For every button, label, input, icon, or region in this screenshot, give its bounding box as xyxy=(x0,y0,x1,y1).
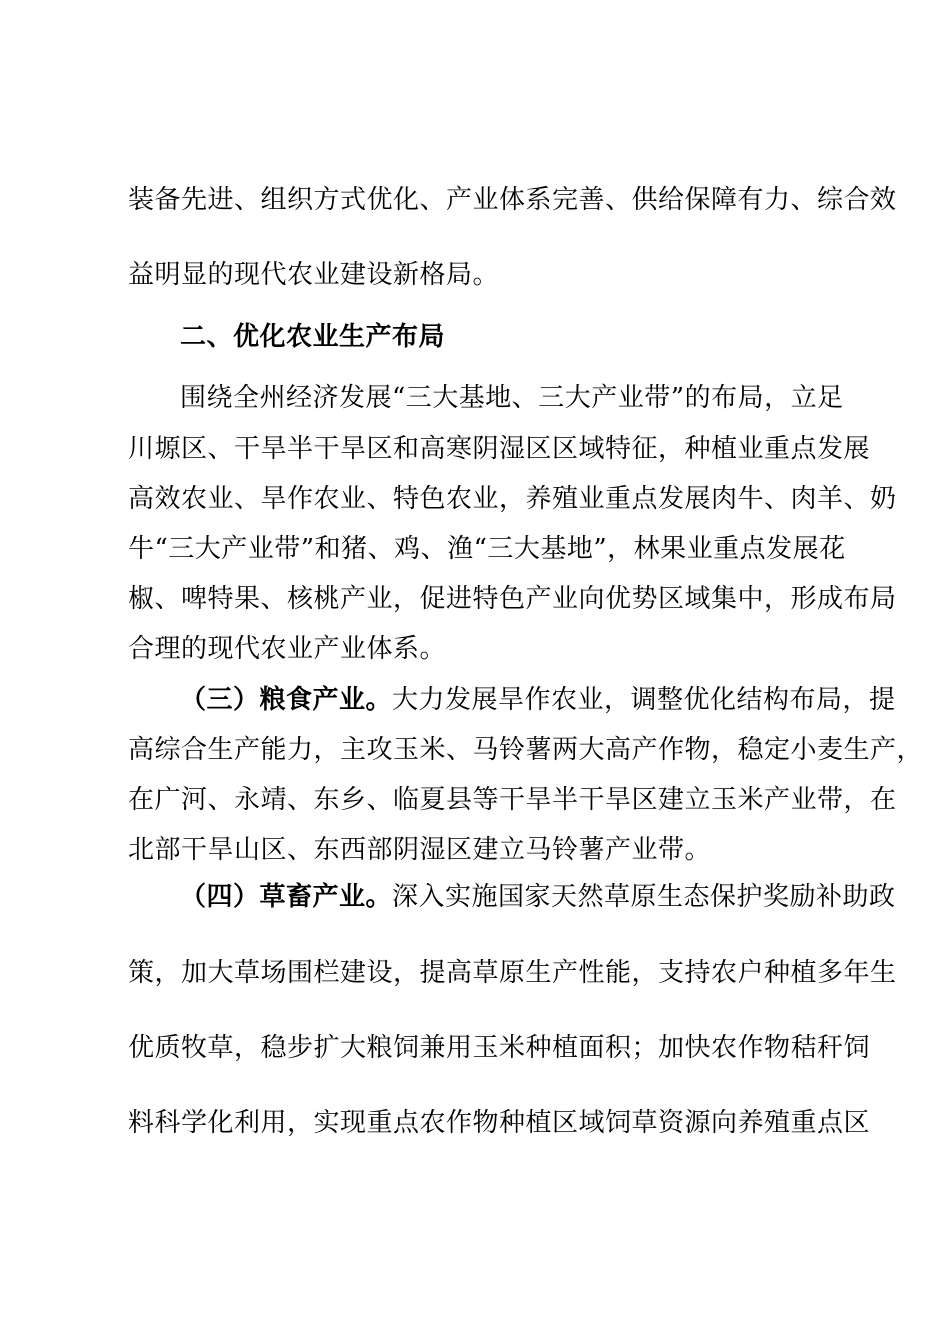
paragraph-line: 川塬区、干旱半干旱区和高寒阴湿区区域特征，种植业重点发展 xyxy=(128,434,871,464)
paragraph-line: 料科学化利用，实现重点农作物种植区域饲草资源向养殖重点区 xyxy=(128,1108,871,1138)
section-heading: 二、优化农业生产布局 xyxy=(180,322,446,352)
paragraph-line: 高综合生产能力，主攻玉米、马铃薯两大高产作物，稳定小麦生产， xyxy=(128,735,924,765)
subsection-lead: （三）粮食产业。 xyxy=(180,685,393,715)
subsection-lead: （四）草畜产业。 xyxy=(180,882,393,912)
paragraph-line: 策，加大草场围栏建设，提高草原生产性能，支持农户种植多年生 xyxy=(128,958,897,988)
paragraph-line: 北部干旱山区、东西部阴湿区建立马铃薯产业带。 xyxy=(128,835,712,865)
paragraph-line: 椒、啤特果、核桃产业，促进特色产业向优势区域集中，形成布局 xyxy=(128,584,897,614)
paragraph-line: 益明显的现代农业建设新格局。 xyxy=(128,260,500,290)
paragraph-line: 在广河、永靖、东乡、临夏县等干旱半干旱区建立玉米产业带，在 xyxy=(128,785,897,815)
paragraph-line: 优质牧草，稳步扩大粮饲兼用玉米种植面积；加快农作物秸秆饲 xyxy=(128,1033,871,1063)
paragraph-line: 围绕全州经济发展“三大基地、三大产业带”的布局，立足 xyxy=(180,383,844,413)
paragraph-line: 高效农业、旱作农业、特色农业，养殖业重点发展肉牛、肉羊、奶 xyxy=(128,484,897,514)
paragraph-line: 合理的现代农业产业体系。 xyxy=(128,634,447,664)
paragraph-text: 深入实施国家天然草原生态保护奖励补助政 xyxy=(392,882,896,912)
paragraph-text: 大力发展旱作农业，调整优化结构布局，提 xyxy=(392,685,896,715)
paragraph-line xyxy=(180,880,896,914)
paragraph-line xyxy=(180,683,896,717)
paragraph-line: 牛“三大产业带”和猪、鸡、渔“三大基地”，林果业重点发展花 xyxy=(128,534,846,564)
paragraph-line: 装备先进、组织方式优化、产业体系完善、供给保障有力、综合效 xyxy=(128,185,897,215)
